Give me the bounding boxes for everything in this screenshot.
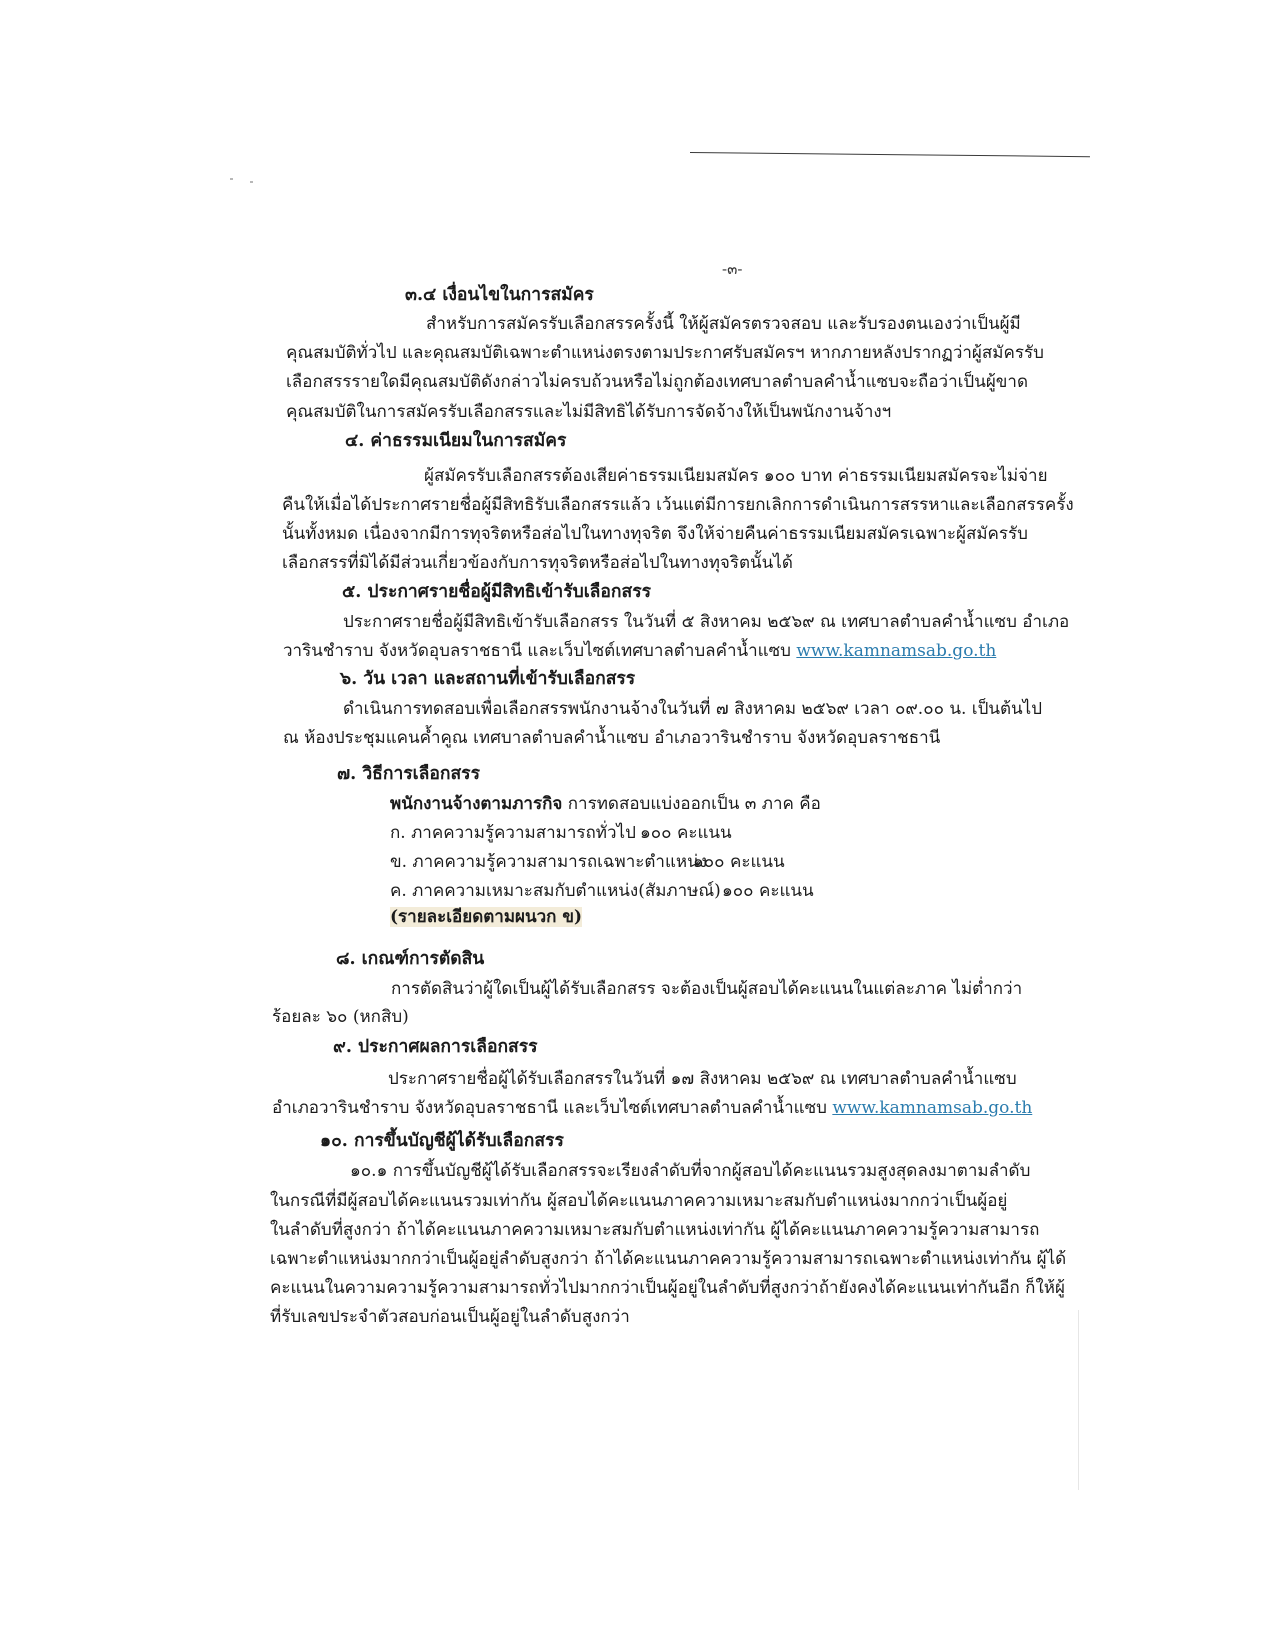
scan-margin-line — [1078, 1310, 1079, 1490]
section-7-intro — [390, 793, 821, 815]
section-8-line: การตัดสินว่าผู้ใดเป็นผู้ได้รับเลือกสรร จะต้องเป็นผู้สอบได้คะแนนในแต่ละภาค ไม่ต่ำกว่า — [391, 979, 1023, 999]
scan-speck — [230, 178, 233, 180]
scan-speck — [250, 181, 253, 183]
section-8-line: ร้อยละ ๖๐ (หกสิบ) — [272, 1007, 409, 1027]
section-7-note — [390, 906, 582, 928]
section-5-line-text: วารินชำราบ จังหวัดอุบลราชธานี และเว็บไซต์เทศบาลตำบลคำน้ำแซบ — [283, 641, 797, 661]
section-10-line: ในลำดับที่สูงกว่า ถ้าได้คะแนนภาคความเหมาะสมกับตำแหน่งเท่ากัน ผู้ได้คะแนนภาคความรู้ความสามารถ — [270, 1220, 1040, 1240]
page-number: -๓- — [722, 260, 743, 278]
exam-part-label: ก. ภาคความรู้ความสามารถทั่วไป — [390, 823, 636, 843]
section-7-intro-rest: การทดสอบแบ่งออกเป็น ๓ ภาค คือ — [562, 794, 821, 814]
section-5-line: ประกาศรายชื่อผู้มีสิทธิเข้ารับเลือกสรร ในวันที่ ๕ สิงหาคม ๒๕๖๙ ณ เทศบาลตำบลคำน้ำแซบ อำเภอ — [343, 612, 1070, 632]
section-4-line: ผู้สมัครรับเลือกสรรต้องเสียค่าธรรมเนียมสมัคร ๑๐๐ บาท ค่าธรรมเนียมสมัครจะไม่จ่าย — [424, 466, 1048, 486]
section-9-line-text: อำเภอวารินชำราบ จังหวัดอุบลราชธานี และเว็บไซต์เทศบาลตำบลคำน้ำแซบ — [272, 1098, 833, 1118]
section-9-line — [272, 1097, 1032, 1119]
section-4-heading: ๔. ค่าธรรมเนียมในการสมัคร — [345, 431, 567, 451]
section-9-line: ประกาศรายชื่อผู้ได้รับเลือกสรรในวันที่ ๑๗ สิงหาคม ๒๕๖๙ ณ เทศบาลตำบลคำน้ำแซบ — [388, 1069, 1017, 1089]
exam-part-score: ๑๐๐ คะแนน — [640, 823, 732, 843]
section-7-heading: ๗. วิธีการเลือกสรร — [337, 764, 480, 784]
exam-part-label: ข. ภาคความรู้ความสามารถเฉพาะตำแหน่ง — [390, 852, 708, 872]
exam-part-label: ค. ภาคความเหมาะสมกับตำแหน่ง(สัมภาษณ์) — [390, 881, 721, 901]
section-10-heading: ๑๐. การขึ้นบัญชีผู้ได้รับเลือกสรร — [320, 1131, 564, 1151]
section-10-line: ๑๐.๑ การขึ้นบัญชีผู้ได้รับเลือกสรรจะเรียงลำดับที่จากผู้สอบได้คะแนนรวมสูงสุดลงมาตามลำดับ — [350, 1161, 1031, 1181]
section-4-line: นั้นทั้งหมด เนื่องจากมีการทุจริตหรือส่อไปในทางทุจริต จึงให้จ่ายคืนค่าธรรมเนียมสมัครเฉพาะผู้สมัครรับ — [282, 524, 1028, 544]
section-3-4-heading: ๓.๔ เงื่อนไขในการสมัคร — [405, 285, 594, 305]
website-link[interactable]: www.kamnamsab.go.th — [796, 641, 997, 661]
section-5-heading: ๕. ประกาศรายชื่อผู้มีสิทธิเข้ารับเลือกสรร — [342, 582, 651, 602]
exam-part-score: ๑๐๐ คะแนน — [722, 881, 814, 901]
section-10-line: เฉพาะตำแหน่งมากกว่าเป็นผู้อยู่ลำดับสูงกว่า ถ้าได้คะแนนภาคความรู้ความสามารถเฉพาะตำแหน่งเท่ากัน ผู้ได้ — [270, 1249, 1067, 1269]
section-10-line: ที่รับเลขประจำตัวสอบก่อนเป็นผู้อยู่ในลำดับสูงกว่า — [270, 1307, 630, 1327]
section-4-line: คืนให้เมื่อได้ประกาศรายชื่อผู้มีสิทธิรับเลือกสรรแล้ว เว้นแต่มีการยกเลิกการดำเนินการสรรหาและเลือกสรรครั้ง — [282, 495, 1074, 515]
section-3-4-line: คุณสมบัติในการสมัครรับเลือกสรรและไม่มีสิทธิได้รับการจัดจ้างให้เป็นพนักงานจ้างฯ — [286, 402, 892, 422]
website-link[interactable]: www.kamnamsab.go.th — [832, 1098, 1033, 1118]
section-6-line: ดำเนินการทดสอบเพื่อเลือกสรรพนักงานจ้างในวันที่ ๗ สิงหาคม ๒๕๖๙ เวลา ๐๙.๐๐ น. เป็นต้นไป — [343, 699, 1043, 719]
section-6-line: ณ ห้องประชุมแคนค้ำคูณ เทศบาลตำบลคำน้ำแซบ อำเภอวารินชำราบ จังหวัดอุบลราชธานี — [283, 728, 941, 748]
section-10-line: คะแนนในความความรู้ความสามารถทั่วไปมากกว่าเป็นผู้อยู่ในลำดับที่สูงกว่าถ้ายังคงได้คะแนนเท่ากันอีก ก็ให้ผู้ — [270, 1278, 1065, 1298]
section-8-heading: ๘. เกณฑ์การตัดสิน — [336, 949, 485, 969]
exam-part-score: ๑๐๐ คะแนน — [693, 852, 785, 872]
section-9-heading: ๙. ประกาศผลการเลือกสรร — [333, 1037, 538, 1057]
section-3-4-line: คุณสมบัติทั่วไป และคุณสมบัติเฉพาะตำแหน่งตรงตามประกาศรับสมัครฯ หากภายหลังปรากฏว่าผู้สมัครรับ — [286, 343, 1044, 363]
section-6-heading: ๖. วัน เวลา และสถานที่เข้ารับเลือกสรร — [340, 669, 636, 689]
section-4-line: เลือกสรรที่มิได้มีส่วนเกี่ยวข้องกับการทุจริตหรือส่อไปในทางทุจริตนั้นได้ — [282, 553, 793, 573]
section-5-line — [283, 640, 996, 662]
section-10-line: ในกรณีที่มีผู้สอบได้คะแนนรวมเท่ากัน ผู้สอบได้คะแนนภาคความเหมาะสมกับตำแหน่งมากกว่าเป็นผู้อยู่ — [270, 1191, 1008, 1211]
section-7-intro-bold: พนักงานจ้างตามภารกิจ — [390, 794, 563, 814]
appendix-note: (รายละเอียดตามผนวก ข) — [390, 907, 583, 927]
top-rule — [690, 152, 1090, 157]
section-3-4-line: เลือกสรรรายใดมีคุณสมบัติดังกล่าวไม่ครบถ้วนหรือไม่ถูกต้องเทศบาลตำบลคำน้ำแซบจะถือว่าเป็นผู้ขาด — [286, 372, 1029, 392]
section-3-4-line: สำหรับการสมัครรับเลือกสรรครั้งนี้ ให้ผู้สมัครตรวจสอบ และรับรองตนเองว่าเป็นผู้มี — [426, 314, 1021, 334]
